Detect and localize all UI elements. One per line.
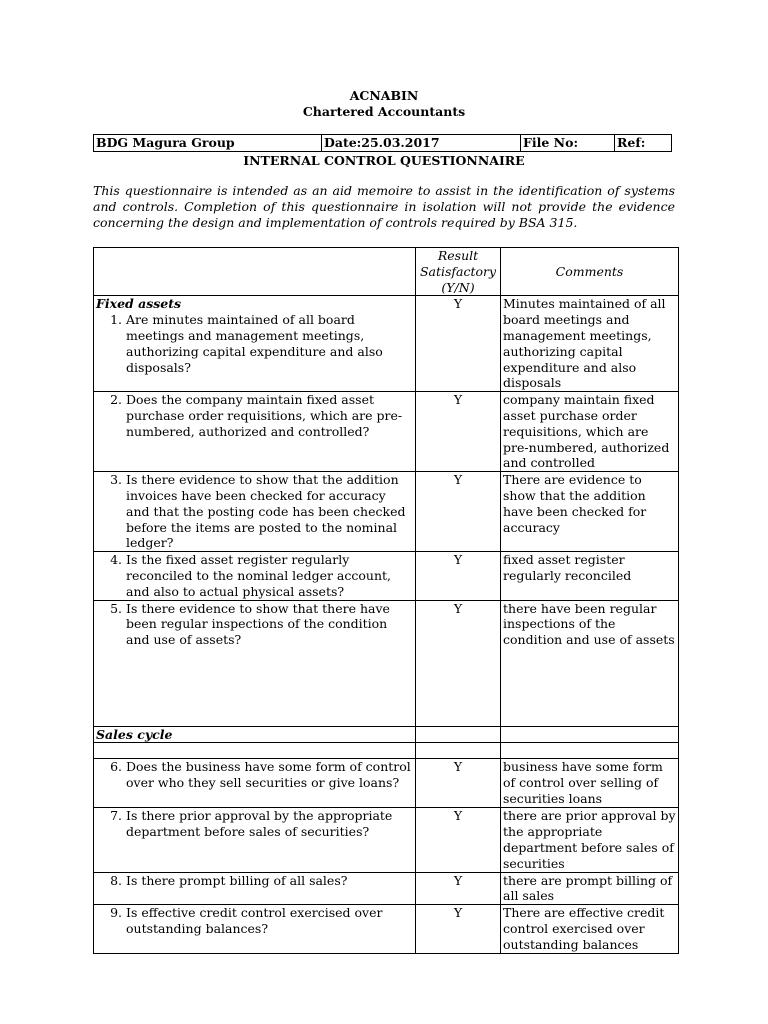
question-cell [94, 905, 416, 953]
comment-cell: company maintain fixed asset purchase order requisitions, which are pre-numbered, authorized and controlled [501, 392, 679, 472]
comment-cell: there are prior approval by the appropriate department before sales of securities [501, 808, 679, 872]
client-name: BDG Magura Group [94, 135, 322, 152]
date-field: Date:25.03.2017 [322, 135, 521, 152]
result-cell: Y [416, 552, 501, 600]
result-cell [416, 743, 501, 759]
question-number: 8. [110, 872, 122, 888]
comment-cell: fixed asset register regularly reconciled [501, 552, 679, 600]
table-row [94, 472, 679, 552]
question-cell [94, 472, 416, 552]
header-result: Result Satisfactory (Y/N) [416, 248, 501, 296]
question-text: Is there evidence to show that the addition invoices have been checked for accuracy and that the posting code has been checked before the items are posted to the nominal ledger? [126, 472, 406, 551]
empty-row [94, 743, 679, 759]
table-row [94, 392, 679, 472]
ref-field: Ref: [615, 135, 672, 152]
question-cell [94, 392, 416, 472]
result-cell [416, 726, 501, 743]
question-text: Does the company maintain fixed asset purchase order requisitions, which are pre-numbered, authorized and controlled? [126, 392, 403, 439]
table-row [94, 600, 679, 726]
question-cell [94, 600, 416, 726]
question-number: 9. [110, 905, 122, 921]
table-row [94, 552, 679, 600]
result-cell: Y [416, 905, 501, 953]
question-text: Does the business have some form of control over who they sell securities or give loans? [126, 759, 411, 791]
question-text: Is the fixed asset register regularly reconciled to the nominal ledger account, and also to actual physical assets? [126, 552, 392, 599]
question-cell [94, 552, 416, 600]
question-number: 1. [110, 312, 122, 328]
table-row [94, 872, 679, 905]
table-row [94, 905, 679, 953]
org-name: ACNABIN [349, 88, 419, 103]
question-number: 7. [110, 808, 122, 824]
header-question-cell [94, 248, 416, 296]
question-number: 2. [110, 392, 122, 408]
intro-paragraph: This questionnaire is intended as an aid memoire to assist in the identification of systems and controls. Completion of this questionnaire in isolation will not provide the evidence concerning the design and implementation of controls required by BSA 315. [93, 183, 675, 230]
result-cell: Y [416, 872, 501, 905]
question-cell [94, 296, 416, 392]
question-cell [94, 808, 416, 872]
comment-cell [501, 743, 679, 759]
question-text: Is there evidence to show that there have been regular inspections of the condition and use of assets? [126, 600, 390, 648]
table-row [94, 808, 679, 872]
question-cell [94, 743, 416, 759]
org-subtitle: Chartered Accountants [302, 104, 466, 119]
question-text: Are minutes maintained of all board meetings and management meetings, authorizing capital expenditure and also disposals? [126, 312, 383, 375]
result-cell: Y [416, 759, 501, 808]
comment-cell: there are prompt billing of all sales [501, 872, 679, 905]
comment-cell [501, 726, 679, 743]
comment-cell: There are evidence to show that the addition have been checked for accuracy [501, 472, 679, 552]
comment-cell: business have some form of control over selling of securities loans [501, 759, 679, 808]
table-row [94, 296, 679, 392]
result-cell: Y [416, 472, 501, 552]
result-cell: Y [416, 392, 501, 472]
question-text: Is there prompt billing of all sales? [126, 872, 348, 888]
question-text: Is effective credit control exercised over outstanding balances? [126, 905, 383, 936]
info-row [94, 135, 672, 152]
table-row [94, 759, 679, 808]
result-cell: Y [416, 600, 501, 726]
comment-cell: Minutes maintained of all board meetings and management meetings, authorizing capital expenditure and also disposals [501, 296, 679, 392]
comment-cell: There are effective credit control exercised over outstanding balances [501, 905, 679, 953]
question-number: 4. [110, 552, 122, 568]
header-comments: Comments [501, 248, 679, 296]
section-heading-fixed-assets: Fixed assets [96, 296, 182, 312]
file-no-field: File No: [521, 135, 615, 152]
result-cell: Y [416, 296, 501, 392]
question-number: 6. [110, 759, 122, 775]
comment-cell: there have been regular inspections of the condition and use of assets [501, 600, 679, 726]
section-row-sales-cycle [94, 726, 679, 743]
question-text: Is there prior approval by the appropriate department before sales of securities? [126, 808, 393, 840]
question-cell [94, 872, 416, 905]
result-cell: Y [416, 808, 501, 872]
info-row-table [93, 134, 672, 152]
table-header-row [94, 248, 679, 296]
question-number: 3. [110, 472, 122, 488]
questionnaire-table [93, 247, 679, 954]
question-number: 5. [110, 600, 122, 616]
document-title: INTERNAL CONTROL QUESTIONNAIRE [243, 153, 525, 168]
section-heading-sales-cycle: Sales cycle [94, 726, 416, 743]
question-cell [94, 759, 416, 808]
